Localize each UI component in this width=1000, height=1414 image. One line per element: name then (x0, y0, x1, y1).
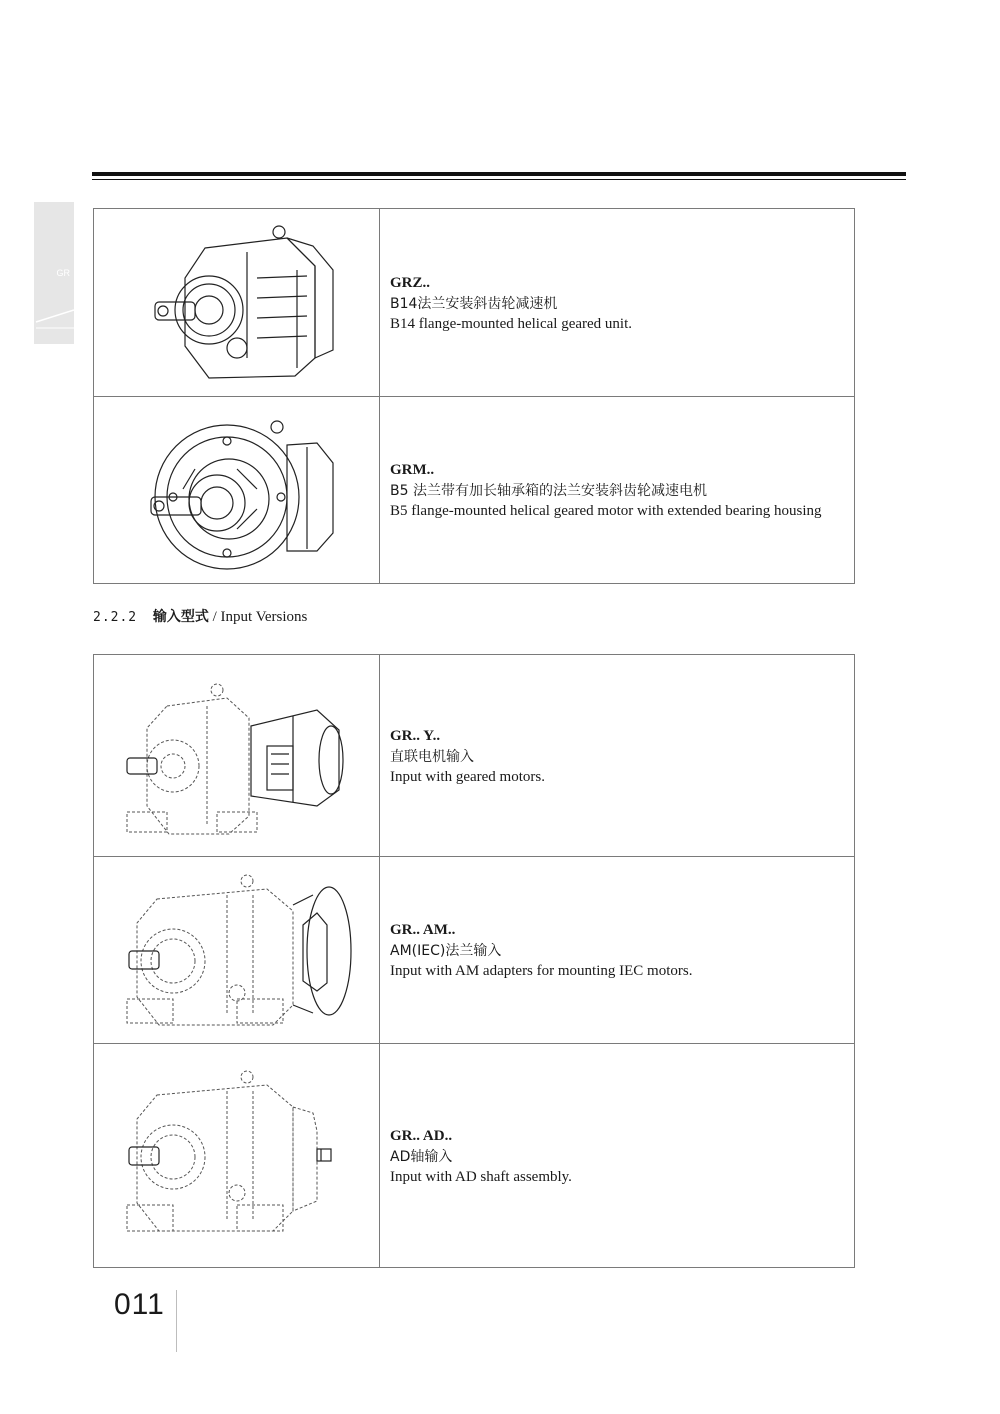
side-tab-label: GR (56, 268, 70, 278)
table-row (94, 209, 855, 397)
model-code: GR.. AM.. (390, 922, 456, 938)
image-cell (94, 857, 380, 1044)
section-title-en: / Input Versions (212, 609, 308, 625)
model-code: GRM.. (390, 462, 435, 478)
description-cn: B14法兰安装斜齿轮减速机 (390, 295, 558, 312)
gr-ad-shaft-drawing-icon (117, 1061, 357, 1251)
description-en: B14 flange-mounted helical geared unit. (390, 315, 632, 332)
description-cn: AD轴输入 (390, 1148, 453, 1165)
model-code: GRZ.. (390, 274, 431, 291)
model-code: GR.. AD.. (390, 1127, 453, 1144)
description-en: Input with AD shaft assembly. (390, 1168, 572, 1185)
grz-gear-unit-drawing-icon (137, 218, 337, 388)
description-en: B5 flange-mounted helical geared motor with extended bearing housing (390, 503, 822, 519)
table-row (94, 857, 855, 1044)
description-cell (380, 655, 855, 857)
model-code: GR.. Y.. (390, 727, 441, 744)
description-en: Input with geared motors. (390, 768, 545, 785)
grm-flange-motor-drawing-icon (137, 405, 337, 575)
description-cell (380, 1044, 855, 1268)
side-tab (34, 202, 74, 344)
description-en: Input with AM adapters for mounting IEC motors. (390, 963, 693, 979)
mounting-table (93, 208, 855, 584)
section-number: 2.2.2 (93, 610, 138, 625)
image-cell (94, 397, 380, 584)
section-heading (93, 606, 307, 626)
page-number: 011 (114, 1288, 165, 1321)
gr-y-geared-motor-drawing-icon (117, 666, 357, 846)
header-rule-thin (92, 179, 906, 180)
page-number-divider (176, 1290, 177, 1352)
table-row (94, 1044, 855, 1268)
gr-am-adapter-drawing-icon (117, 865, 357, 1035)
table-row (94, 397, 855, 584)
description-cn: 直联电机输入 (390, 748, 474, 765)
image-cell (94, 655, 380, 857)
image-cell (94, 209, 380, 397)
header-rule-thick (92, 172, 906, 176)
input-versions-table (93, 654, 855, 1268)
description-cell (380, 857, 855, 1044)
description-cn: B5 法兰带有加长轴承箱的法兰安装斜齿轮减速电机 (390, 483, 707, 499)
image-cell (94, 1044, 380, 1268)
description-cell (380, 209, 855, 397)
description-cn: AM(IEC)法兰输入 (390, 943, 502, 959)
table-row (94, 655, 855, 857)
description-cell (380, 397, 855, 584)
section-title-cn: 输入型式 (152, 609, 209, 625)
